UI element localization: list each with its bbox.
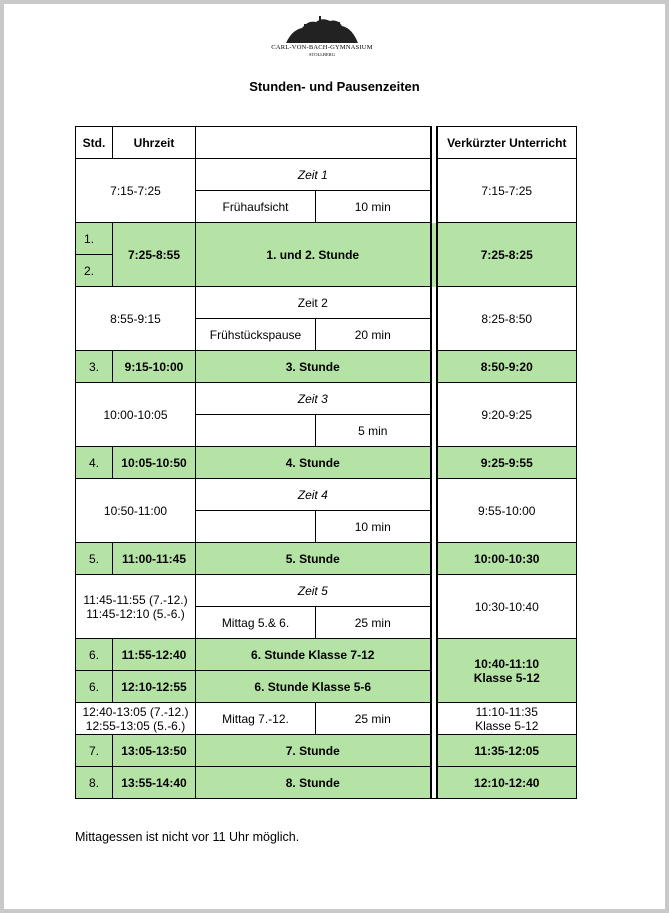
short-time-line: Klasse 5-12	[473, 670, 540, 685]
lesson-time: 9:15-10:00	[113, 351, 196, 383]
short-time-line: 10:40-11:10	[474, 656, 540, 671]
school-name: CARL-VON-BACH-GYMNASIUM	[271, 44, 373, 51]
short-time: 9:55-10:00	[437, 479, 577, 543]
lesson-number: 1.	[76, 223, 113, 255]
pause-name: Frühaufsicht	[196, 191, 316, 223]
lesson-number: 5.	[76, 543, 113, 575]
pause-time-line: 12:55-13:05 (5.-6.)	[85, 718, 186, 733]
lesson-label: 6. Stunde Klasse 7-12	[196, 639, 431, 671]
lesson-number: 6.	[76, 639, 113, 671]
lesson-number: 3.	[76, 351, 113, 383]
pause-time-line: 11:45-12:10 (5.-6.)	[86, 606, 185, 621]
header-row	[76, 127, 577, 159]
short-time: 10:00-10:30	[437, 543, 577, 575]
table-row	[76, 767, 577, 799]
table-row	[76, 639, 577, 671]
short-time: 8:50-9:20	[437, 351, 577, 383]
pause-name	[196, 511, 316, 543]
school-logo	[262, 16, 382, 68]
pause-duration: 10 min	[316, 511, 431, 543]
short-time: 7:25-8:25	[437, 223, 577, 287]
pause-name: Mittag 5.& 6.	[196, 607, 316, 639]
short-time: 9:20-9:25	[437, 383, 577, 447]
table-row	[76, 351, 577, 383]
lesson-number: 4.	[76, 447, 113, 479]
pause-label: Zeit 3	[196, 383, 431, 415]
lesson-time: 12:10-12:55	[113, 671, 196, 703]
lesson-label: 6. Stunde Klasse 5-6	[196, 671, 431, 703]
short-time: 11:35-12:05	[437, 735, 577, 767]
lesson-label: 1. und 2. Stunde	[196, 223, 431, 287]
pause-duration: 25 min	[316, 607, 431, 639]
pause-label: Zeit 1	[196, 159, 431, 191]
lesson-time: 10:05-10:50	[113, 447, 196, 479]
pause-time: 10:00-10:05	[76, 383, 196, 447]
header-std: Std.	[76, 127, 113, 159]
pause-time-line: 12:40-13:05 (7.-12.)	[82, 704, 189, 719]
lesson-time: 11:00-11:45	[113, 543, 196, 575]
header-empty	[196, 127, 431, 159]
short-time-line: 11:10-11:35	[475, 704, 538, 719]
pause-time	[76, 575, 196, 639]
pause-name	[196, 415, 316, 447]
pause-time: 8:55-9:15	[76, 287, 196, 351]
table-row	[76, 447, 577, 479]
page-title: Stunden- und Pausenzeiten	[249, 79, 420, 94]
pause-name: Mittag 7.-12.	[196, 703, 316, 735]
short-time	[437, 703, 577, 735]
lesson-label: 7. Stunde	[196, 735, 431, 767]
table-row	[76, 383, 577, 415]
lesson-time: 7:25-8:55	[113, 223, 196, 287]
short-time: 10:30-10:40	[437, 575, 577, 639]
table-row	[76, 735, 577, 767]
lesson-number: 8.	[76, 767, 113, 799]
table-row	[76, 223, 577, 255]
document-page	[4, 4, 665, 909]
short-time: 7:15-7:25	[437, 159, 577, 223]
lesson-label: 4. Stunde	[196, 447, 431, 479]
header-verkuerzt: Verkürzter Unterricht	[437, 127, 577, 159]
pause-time: 10:50-11:00	[76, 479, 196, 543]
table-row	[76, 575, 577, 607]
lesson-label: 3. Stunde	[196, 351, 431, 383]
pause-duration: 20 min	[316, 319, 431, 351]
lesson-time: 13:55-14:40	[113, 767, 196, 799]
pause-duration: 10 min	[316, 191, 431, 223]
pause-label: Zeit 4	[196, 479, 431, 511]
header-uhrzeit: Uhrzeit	[113, 127, 196, 159]
pause-duration: 5 min	[316, 415, 431, 447]
footer-note: Mittagessen ist nicht vor 11 Uhr möglich.	[75, 830, 300, 844]
short-time-line: Klasse 5-12	[475, 718, 539, 733]
lesson-number: 2.	[76, 255, 113, 287]
table-row	[76, 287, 577, 319]
pause-time	[76, 703, 196, 735]
pause-label: Zeit 2	[196, 287, 431, 319]
schedule-table	[75, 126, 577, 799]
castle-silhouette-icon	[282, 16, 362, 44]
pause-duration: 25 min	[316, 703, 431, 735]
lesson-time: 13:05-13:50	[113, 735, 196, 767]
table-row	[76, 703, 577, 735]
table-row	[76, 479, 577, 511]
table-row	[76, 159, 577, 191]
pause-label: Zeit 5	[196, 575, 431, 607]
pause-time-line: 11:45-11:55 (7.-12.)	[83, 592, 188, 607]
lesson-number: 7.	[76, 735, 113, 767]
lesson-time: 11:55-12:40	[113, 639, 196, 671]
lesson-label: 8. Stunde	[196, 767, 431, 799]
short-time: 9:25-9:55	[437, 447, 577, 479]
short-time	[437, 639, 577, 703]
pause-name: Frühstückspause	[196, 319, 316, 351]
short-time: 8:25-8:50	[437, 287, 577, 351]
lesson-label: 5. Stunde	[196, 543, 431, 575]
lesson-number: 6.	[76, 671, 113, 703]
pause-time: 7:15-7:25	[76, 159, 196, 223]
short-time: 12:10-12:40	[437, 767, 577, 799]
table-row	[76, 543, 577, 575]
school-city: STOLLBERG	[309, 52, 335, 57]
